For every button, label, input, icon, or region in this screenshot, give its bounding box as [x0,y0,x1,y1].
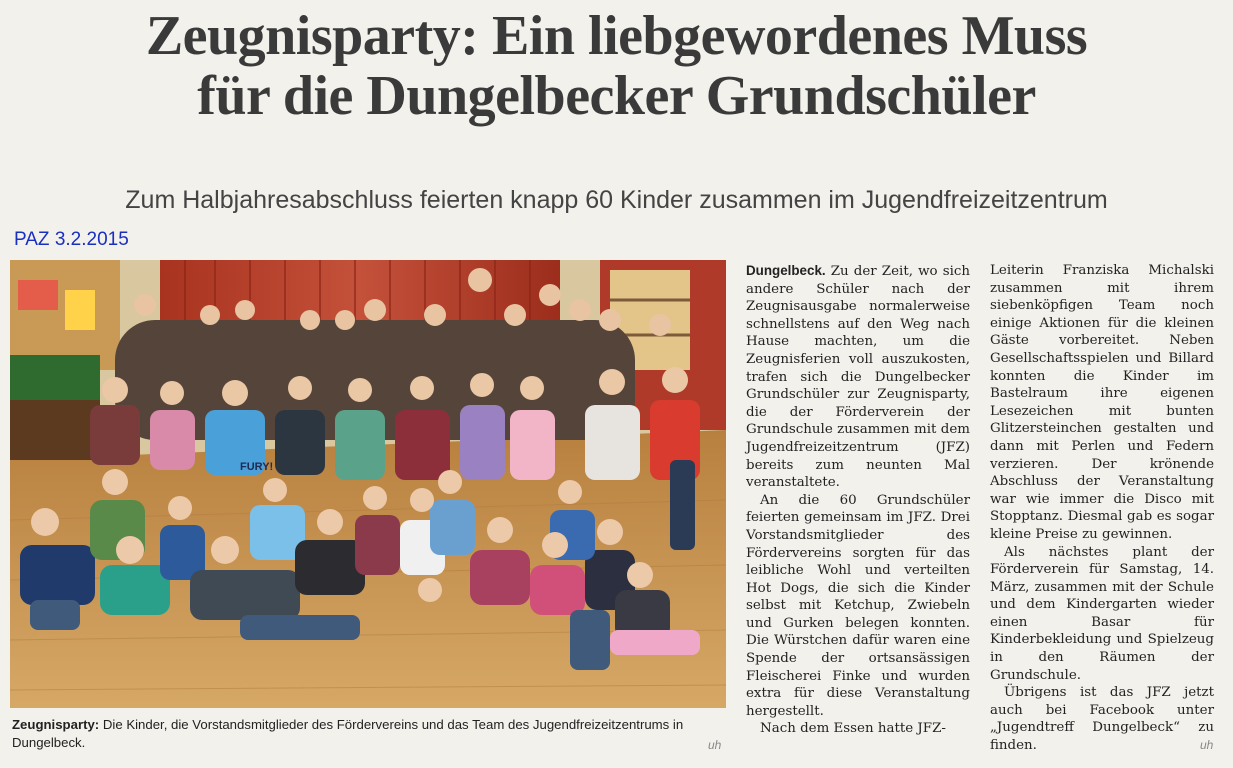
paragraph-text: Zu der Zeit, wo sich andere Schüler nach der Zeugnisausgabe normalerweise schnellstens auf den Weg nach Hause machten, um die Zeugnisferien voll auszukosten, trafen sich die Dungelbecker Grundschüler zur Zeugnisparty, die der Förderverein der Grundschule zusammen mit dem Jugendfreizeitzentrum (JFZ) bereits zum neunten Mal veranstaltete. [746,264,970,491]
paragraph: Übrigens ist das JFZ jetzt auch bei Facebook unter „Jugendtreff Dungelbeck“ zu finden. [990,685,1214,754]
article-column-2 [990,262,1214,755]
group-photo-illustration [10,260,726,708]
caption-text: Die Kinder, die Vorstandsmitglieder des Fördervereins und das Team des Jugendfreizeitzentrums in Dungelbeck. [12,717,684,750]
paragraph: Leiterin Franziska Michalski zusammen mit ihrem siebenköpfigen Team noch einige Aktionen für die kleinen Gäste vorbereitet. Neben Gesellschaftsspielen und Billard konnten die Kinder im Bastelraum ihre eigenen Lesezeichen mit bunten Glitzersteinchen gestalten und dann mit Perlen und Federn verzieren. Der krönende Abschluss der Veranstaltung war wie immer die Disco mit Stopptanz. Diesmal gab es sogar kleine Preise zu gewinnen. [990,263,1214,542]
paragraph: An die 60 Grundschüler feierten gemeinsam im JFZ. Drei Vorstandsmitglieder des Fördervereins sorgten für das leibliche Wohl und verteilten Hot Dogs, die sich die Kinder selbst mit Ketchup, Zwiebeln und Gurken belegen konnten. Die Würstchen dafür waren eine Spende der ortsansässigen Fleischerei Finke und wurden extra für diese Veranstaltung hergestellt. [746,492,970,719]
headline-line-1: Zeugnisparty: Ein liebgewordenes Muss [145,5,1088,67]
paragraph [746,262,970,492]
column-credit: uh [1200,738,1214,752]
caption-lead: Zeugnisparty: [12,717,100,732]
headline-line-2: für die Dungelbecker Grundschüler [197,65,1036,127]
paragraph: Nach dem Essen hatte JFZ- [760,721,946,737]
foosball-table [10,355,100,400]
headline [20,6,1213,126]
group-photo [10,260,726,708]
article-column-1 [746,262,970,738]
photo-caption [12,716,724,752]
dateline: Dungelbeck. [746,263,826,278]
caption-credit: uh [708,738,722,752]
source-tag: PAZ 3.2.2015 [14,229,129,250]
paragraph: Als nächstes plant der Förderverein für Samstag, 14. März, zusammen mit der Schule und dem Kindergarten wieder einen Basar für Kinderbekleidung und Spielzeug in den Räumen der Grundschule. [990,544,1214,683]
subheadline: Zum Halbjahresabschluss feierten knapp 60 Kinder zusammen im Jugendfreizeitzentrum [125,186,1108,214]
shirt-text: FURY! [240,461,274,473]
